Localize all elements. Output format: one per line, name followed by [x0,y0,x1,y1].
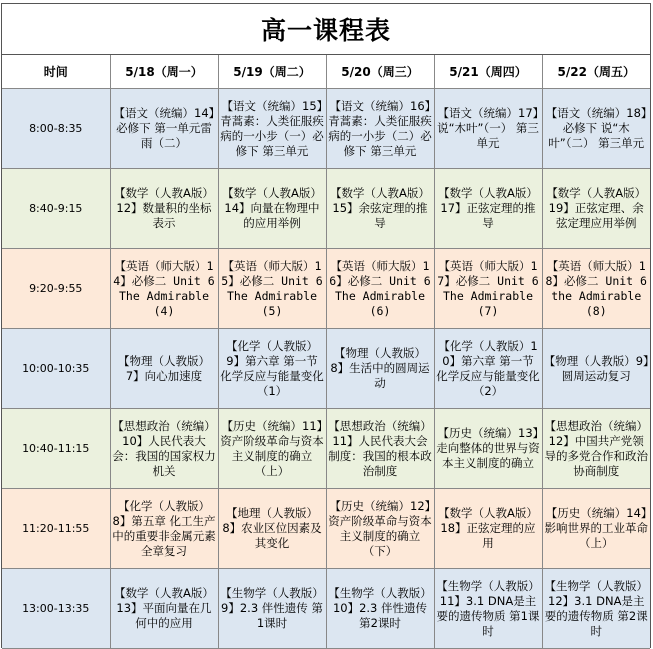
lesson-cell: 【英语（师大版）15】必修二 Unit 6 The Admirable (5) [218,249,326,329]
table-row [2,569,650,649]
time-cell: 8:40-9:15 [2,169,110,249]
lesson-cell: 【思想政治（统编）12】中国共产党领导的多党合作和政治协商制度 [542,409,650,489]
lesson-cell: 【化学（人教版）8】第五章 化工生产中的重要非金属元素 全章复习 [110,489,218,569]
time-cell: 13:00-13:35 [2,569,110,649]
time-cell: 10:40-11:15 [2,409,110,489]
lesson-cell: 【历史（统编）12】资产阶级革命与资本主义制度的确立（下） [326,489,434,569]
lesson-cell: 【数学（人教A版）15】余弦定理的推导 [326,169,434,249]
lesson-cell: 【思想政治（统编）10】人民代表大会：我国的国家权力机关 [110,409,218,489]
lesson-cell: 【数学（人教A版）12】数量积的坐标表示 [110,169,218,249]
lesson-cell: 【语文（统编）16】青蒿素：人类征服疾病的一小步（二）必修下 第三单元 [326,89,434,169]
lesson-cell: 【英语（师大版）17】必修二 Unit 6 The Admirable (7) [434,249,542,329]
lesson-cell: 【数学（人教A版）17】正弦定理的推导 [434,169,542,249]
table-row [2,89,650,169]
time-cell: 11:20-11:55 [2,489,110,569]
lesson-cell: 【历史（统编）11】资产阶级革命与资本主义制度的确立（上） [218,409,326,489]
lesson-cell: 【地理（人教版）8】农业区位因素及其变化 [218,489,326,569]
lesson-cell: 【生物学（人教版）12】3.1 DNA是主要的遗传物质 第2课时 [542,569,650,649]
lesson-cell: 【物理（人教版）8】生活中的圆周运动 [326,329,434,409]
schedule-sheet [1,3,651,648]
schedule-table [2,55,650,649]
time-cell: 8:00-8:35 [2,89,110,169]
lesson-cell: 【英语（师大版）16】必修二 Unit 6 The Admirable (6) [326,249,434,329]
lesson-cell: 【化学（人教版）9】第六章 第一节 化学反应与能量变化（1） [218,329,326,409]
lesson-cell: 【数学（人教A版）13】平面向量在几何中的应用 [110,569,218,649]
lesson-cell: 【数学（人教A版）19】正弦定理、余弦定理应用举例 [542,169,650,249]
table-row [2,489,650,569]
header-time: 时间 [2,55,110,89]
lesson-cell: 【物理（人教版）7】向心加速度 [110,329,218,409]
lesson-cell: 【生物学（人教版）10】2.3 伴性遗传 第2课时 [326,569,434,649]
header-day: 5/22（周五） [542,55,650,89]
lesson-cell: 【英语（师大版）14】必修二 Unit 6 The Admirable (4) [110,249,218,329]
lesson-cell: 【语文（统编）17】说“木叶”（一） 第三单元 [434,89,542,169]
lesson-cell: 【语文（统编）15】青蒿素：人类征服疾病的一小步（一）必修下 第三单元 [218,89,326,169]
lesson-cell: 【生物学（人教版）11】3.1 DNA是主要的遗传物质 第1课时 [434,569,542,649]
header-day: 5/18（周一） [110,55,218,89]
lesson-cell: 【数学（人教A版）18】正弦定理的应用 [434,489,542,569]
header-day: 5/20（周三） [326,55,434,89]
page-title: 高一课程表 [2,4,650,55]
lesson-cell: 【生物学（人教版）9】2.3 伴性遗传 第1课时 [218,569,326,649]
lesson-cell: 【语文（统编）18】必修下 说“木叶”（二） 第三单元 [542,89,650,169]
time-cell: 10:00-10:35 [2,329,110,409]
table-row [2,329,650,409]
table-row [2,169,650,249]
lesson-cell: 【数学（人教A版）14】向量在物理中的应用举例 [218,169,326,249]
time-cell: 9:20-9:55 [2,249,110,329]
table-row [2,249,650,329]
lesson-cell: 【思想政治（统编）11】人民代表大会制度：我国的根本政治制度 [326,409,434,489]
lesson-cell: 【物理（人教版）9】圆周运动复习 [542,329,650,409]
table-row [2,409,650,489]
header-day: 5/19（周二） [218,55,326,89]
lesson-cell: 【英语（师大版）18】必修二 Unit 6 the Admirable (8) [542,249,650,329]
lesson-cell: 【语文（统编）14】必修下 第一单元雷雨（二） [110,89,218,169]
lesson-cell: 【化学（人教版）10】第六章 第一节 化学反应与能量变化（2） [434,329,542,409]
lesson-cell: 【历史（统编）13】走向整体的世界与资本主义制度的确立 [434,409,542,489]
lesson-cell: 【历史（统编）14】影响世界的工业革命（上） [542,489,650,569]
header-row [2,55,650,89]
header-day: 5/21（周四） [434,55,542,89]
